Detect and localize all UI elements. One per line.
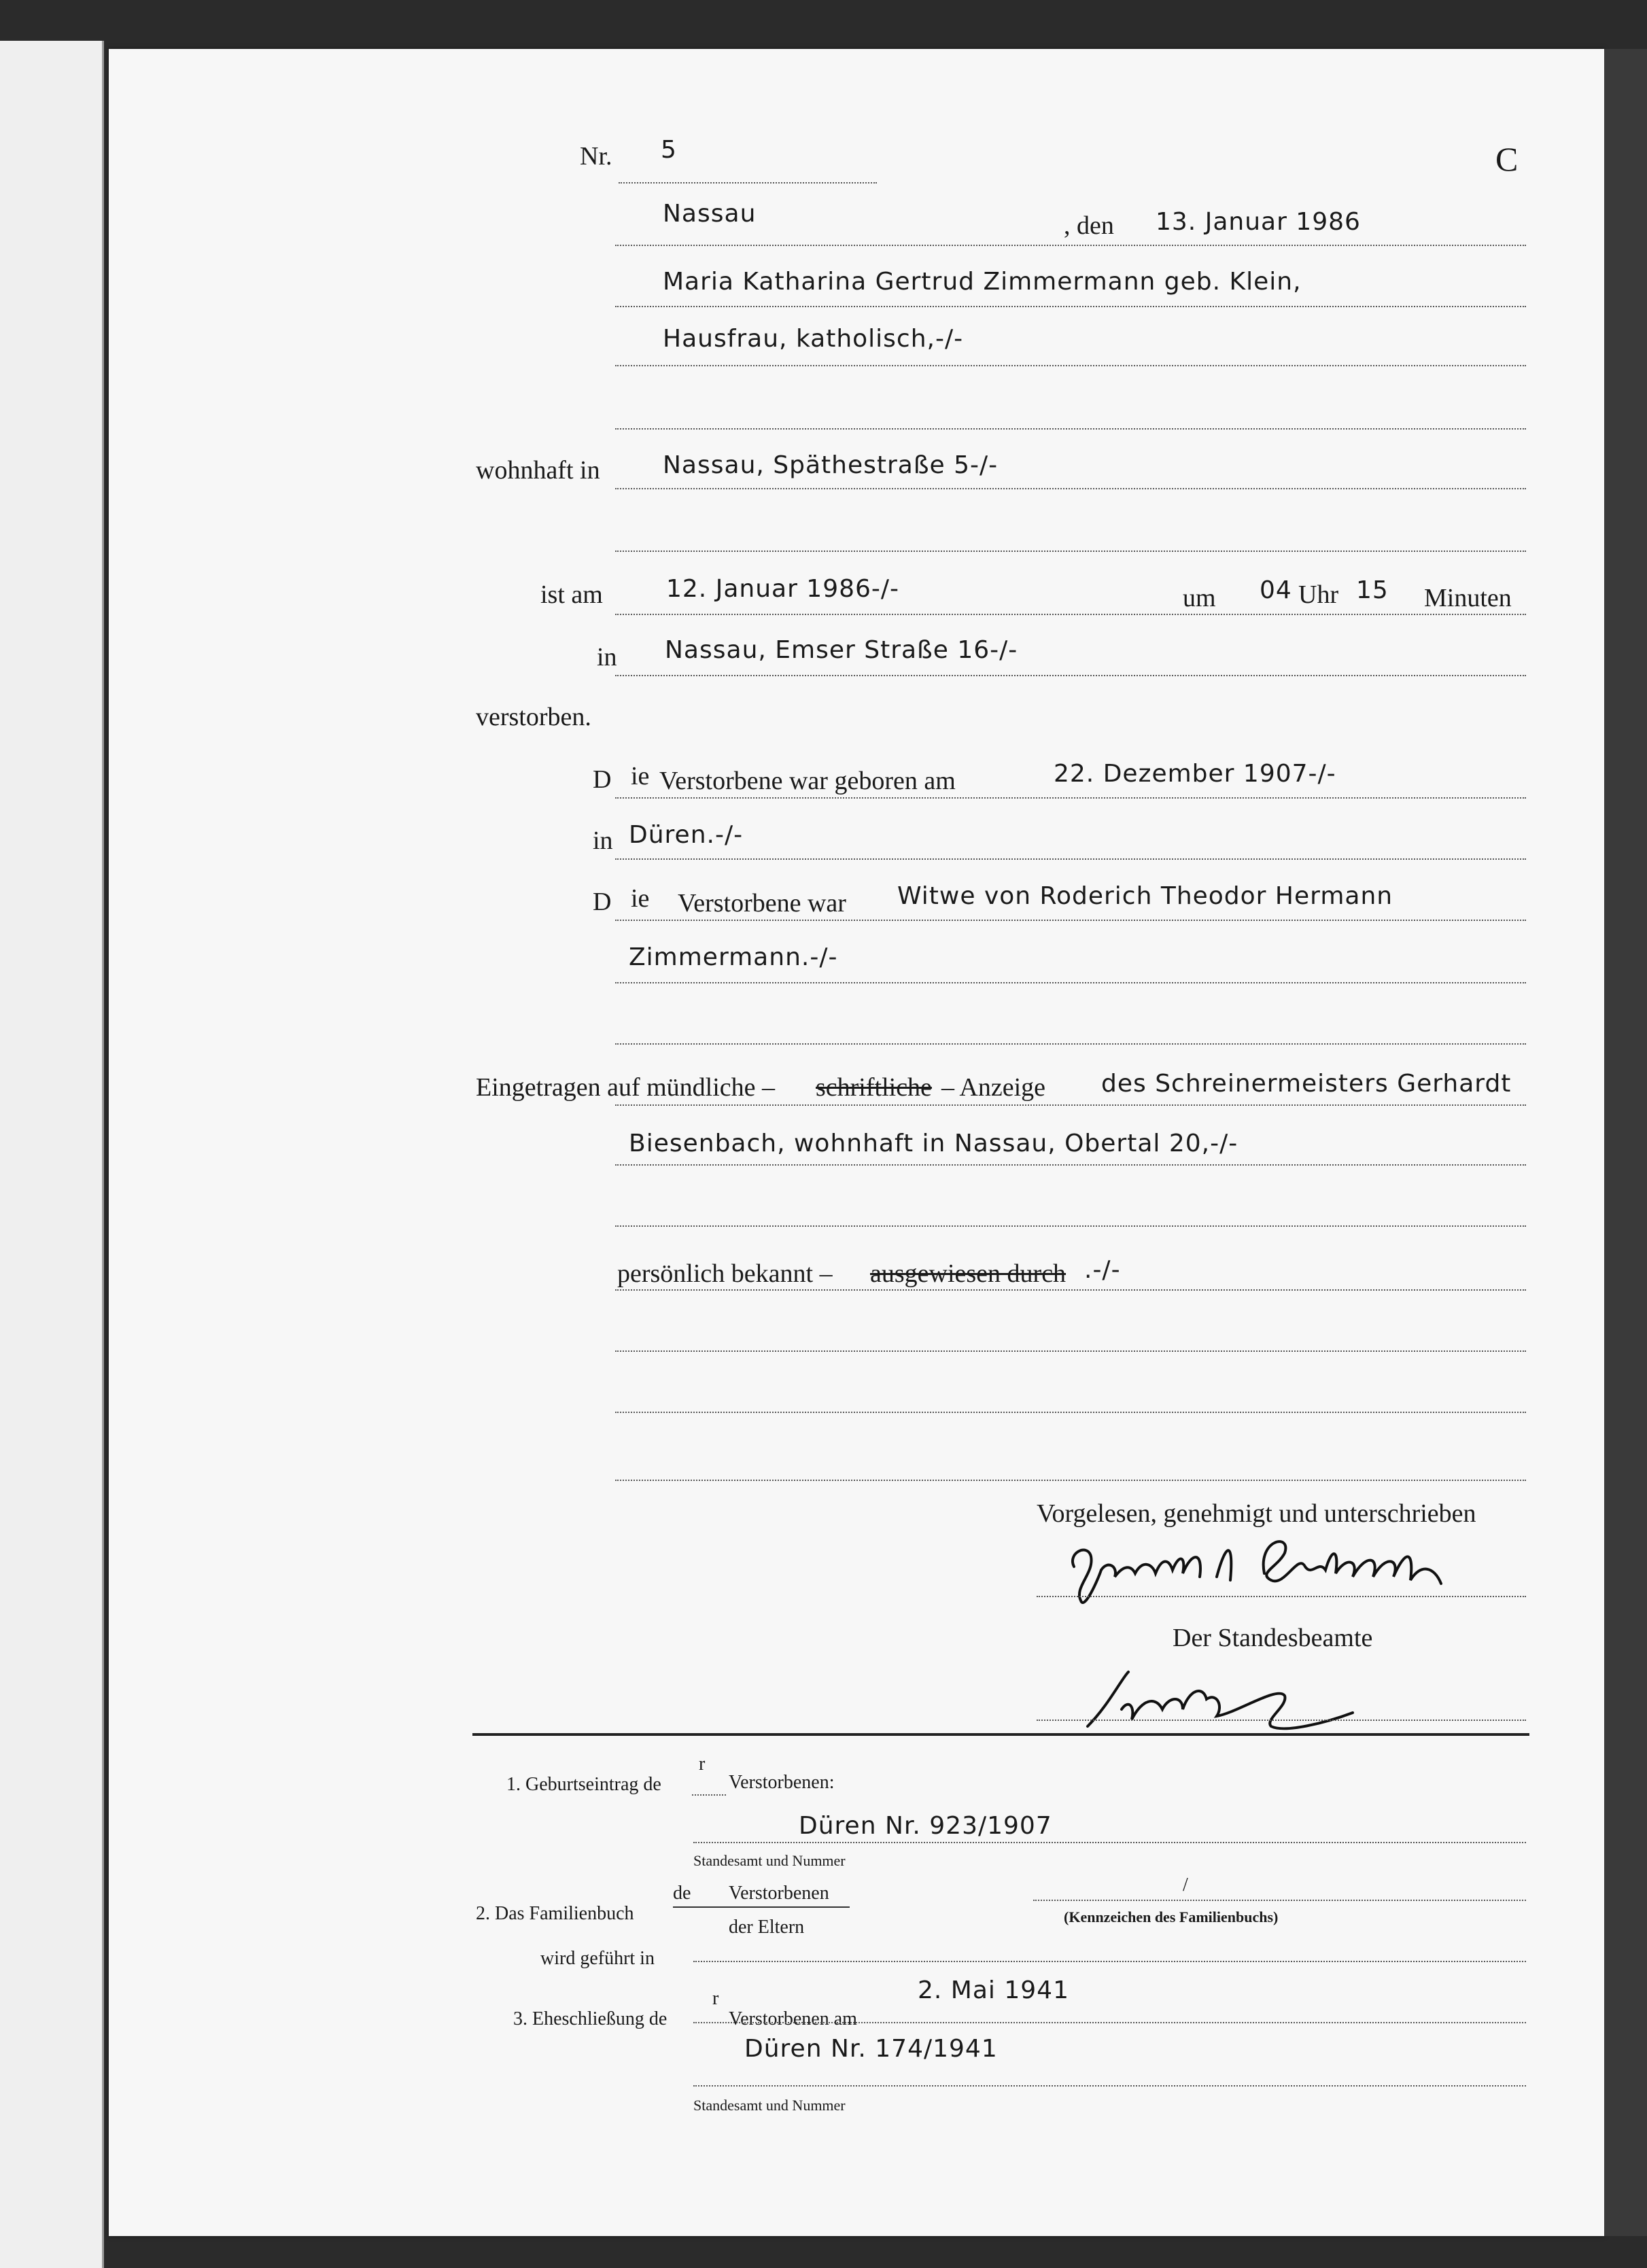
informant-line-1: des Schreinermeisters Gerhardt bbox=[1101, 1070, 1512, 1098]
deceased-name: Maria Katharina Gertrud Zimmermann geb. Klein, bbox=[663, 268, 1302, 296]
item1-label: 1. Geburtseintrag de bbox=[506, 1774, 661, 1795]
bekannt-line bbox=[615, 1289, 1526, 1291]
d-label-1: D bbox=[593, 765, 612, 794]
war-label: Verstorbene war bbox=[678, 889, 846, 918]
informant-signature-line bbox=[1037, 1596, 1526, 1597]
nr-line bbox=[619, 182, 877, 184]
marital-status-1: Witwe von Roderich Theodor Hermann bbox=[897, 882, 1393, 910]
blank-line-1 bbox=[615, 428, 1526, 430]
item3-value: Düren Nr. 174/1941 bbox=[744, 2035, 998, 2063]
den-label: , den bbox=[1064, 211, 1114, 240]
item2-kennzeichen-line bbox=[1033, 1900, 1526, 1901]
occupation-line bbox=[615, 365, 1526, 366]
item1-suffix-line bbox=[692, 1794, 726, 1796]
item1-line bbox=[693, 1842, 1526, 1843]
kennzeichen-caption: (Kennzeichen des Familienbuchs) bbox=[1064, 1908, 1279, 1925]
nr-value: 5 bbox=[661, 136, 677, 164]
item3-label: 3. Eheschließung de bbox=[513, 2008, 668, 2029]
nr-label: Nr. bbox=[580, 142, 612, 171]
wohnhaft-label: wohnhaft in bbox=[476, 456, 600, 485]
item3-caption: Standesamt und Nummer bbox=[693, 2097, 846, 2114]
item1-value: Düren Nr. 923/1907 bbox=[799, 1812, 1052, 1840]
birth-in-label: in bbox=[593, 826, 613, 855]
blank-line-4 bbox=[615, 1225, 1526, 1227]
item3-sup: r bbox=[712, 1988, 719, 2009]
birth-place-line bbox=[615, 858, 1526, 860]
verstorben-label: verstorben. bbox=[476, 703, 591, 731]
geboren-label: Verstorbene war geboren am bbox=[659, 767, 956, 795]
death-date-line bbox=[615, 614, 1526, 615]
bekannt-suffix: .-/- bbox=[1084, 1256, 1121, 1284]
official-signature bbox=[1081, 1658, 1366, 1740]
blank-line-5 bbox=[615, 1350, 1526, 1352]
blank-line-2 bbox=[615, 551, 1526, 552]
item1-sup: r bbox=[699, 1754, 706, 1775]
ie-value-2: ie bbox=[631, 884, 650, 913]
in-label: in bbox=[597, 643, 617, 671]
register-letter: C bbox=[1495, 140, 1519, 178]
section-divider bbox=[472, 1733, 1529, 1736]
birth-date: 22. Dezember 1907-/- bbox=[1054, 760, 1336, 788]
item3-date: 2. Mai 1941 bbox=[918, 1976, 1069, 2004]
informant-line-2: Biesenbach, wohnhaft in Nassau, Obertal 20,-/- bbox=[629, 1130, 1238, 1157]
ist-am-label: ist am bbox=[540, 580, 603, 609]
marital-status-2: Zimmermann.-/- bbox=[629, 943, 838, 971]
item2-verstorbenen: Verstorbenen bbox=[729, 1883, 829, 1904]
place-line bbox=[615, 245, 1526, 246]
birth-place: Düren.-/- bbox=[629, 821, 744, 849]
status-line-1 bbox=[615, 920, 1526, 921]
blank-line-3 bbox=[615, 1043, 1526, 1045]
schriftliche-struck: schriftliche bbox=[816, 1073, 932, 1102]
official-signature-line bbox=[1037, 1720, 1526, 1721]
blank-line-6 bbox=[615, 1412, 1526, 1413]
residence-line bbox=[615, 488, 1526, 489]
item2-de: de bbox=[673, 1883, 691, 1904]
anzeige-label: – Anzeige bbox=[941, 1073, 1046, 1102]
eingetragen-label: Eingetragen auf mündliche – bbox=[476, 1073, 776, 1102]
place-value: Nassau bbox=[663, 200, 757, 228]
death-date: 12. Januar 1986-/- bbox=[666, 575, 900, 603]
vorgelesen-label: Vorgelesen, genehmigt und unterschrieben bbox=[1037, 1499, 1476, 1528]
item3-date-line bbox=[693, 2022, 1526, 2023]
status-line-2 bbox=[615, 982, 1526, 983]
death-place-line bbox=[615, 675, 1526, 676]
item2-slash: / bbox=[1183, 1874, 1188, 1896]
item2-label: 2. Das Familienbuch bbox=[476, 1903, 634, 1924]
book-cover-edge bbox=[1604, 49, 1647, 2236]
residence-value: Nassau, Späthestraße 5-/- bbox=[663, 451, 999, 479]
item1-suffix: Verstorbenen: bbox=[729, 1772, 835, 1793]
item3-line bbox=[693, 2085, 1526, 2087]
item2-line bbox=[693, 1961, 1526, 1962]
um-label: um bbox=[1183, 584, 1216, 612]
informant-line-a bbox=[615, 1104, 1526, 1106]
informant-signature bbox=[1060, 1526, 1455, 1628]
item1-caption: Standesamt und Nummer bbox=[693, 1852, 846, 1869]
record-date: 13. Januar 1986 bbox=[1156, 208, 1361, 236]
previous-page-edge bbox=[0, 41, 104, 2268]
item2-eltern: der Eltern bbox=[729, 1917, 805, 1938]
minuten-label: Minuten bbox=[1424, 584, 1512, 612]
birth-date-line bbox=[615, 797, 1526, 799]
death-hour: 04 bbox=[1260, 576, 1292, 604]
death-minutes: 15 bbox=[1356, 576, 1389, 604]
blank-line-7 bbox=[615, 1480, 1526, 1481]
standesbeamte-label: Der Standesbeamte bbox=[1173, 1624, 1373, 1652]
name-line bbox=[615, 306, 1526, 307]
item2-fraction-line bbox=[673, 1906, 850, 1908]
bekannt-label: persönlich bekannt – bbox=[617, 1259, 833, 1288]
item3-suffix: Verstorbenen am bbox=[729, 2008, 857, 2029]
informant-line-b bbox=[615, 1164, 1526, 1166]
ie-value-1: ie bbox=[631, 762, 650, 790]
item2-gefuehrt: wird geführt in bbox=[540, 1948, 655, 1969]
ausgewiesen-struck: ausgewiesen durch bbox=[870, 1259, 1067, 1288]
death-place: Nassau, Emser Straße 16-/- bbox=[665, 636, 1018, 664]
uhr-label: Uhr bbox=[1298, 580, 1339, 609]
deceased-occupation: Hausfrau, katholisch,-/- bbox=[663, 325, 964, 353]
d-label-2: D bbox=[593, 888, 612, 916]
